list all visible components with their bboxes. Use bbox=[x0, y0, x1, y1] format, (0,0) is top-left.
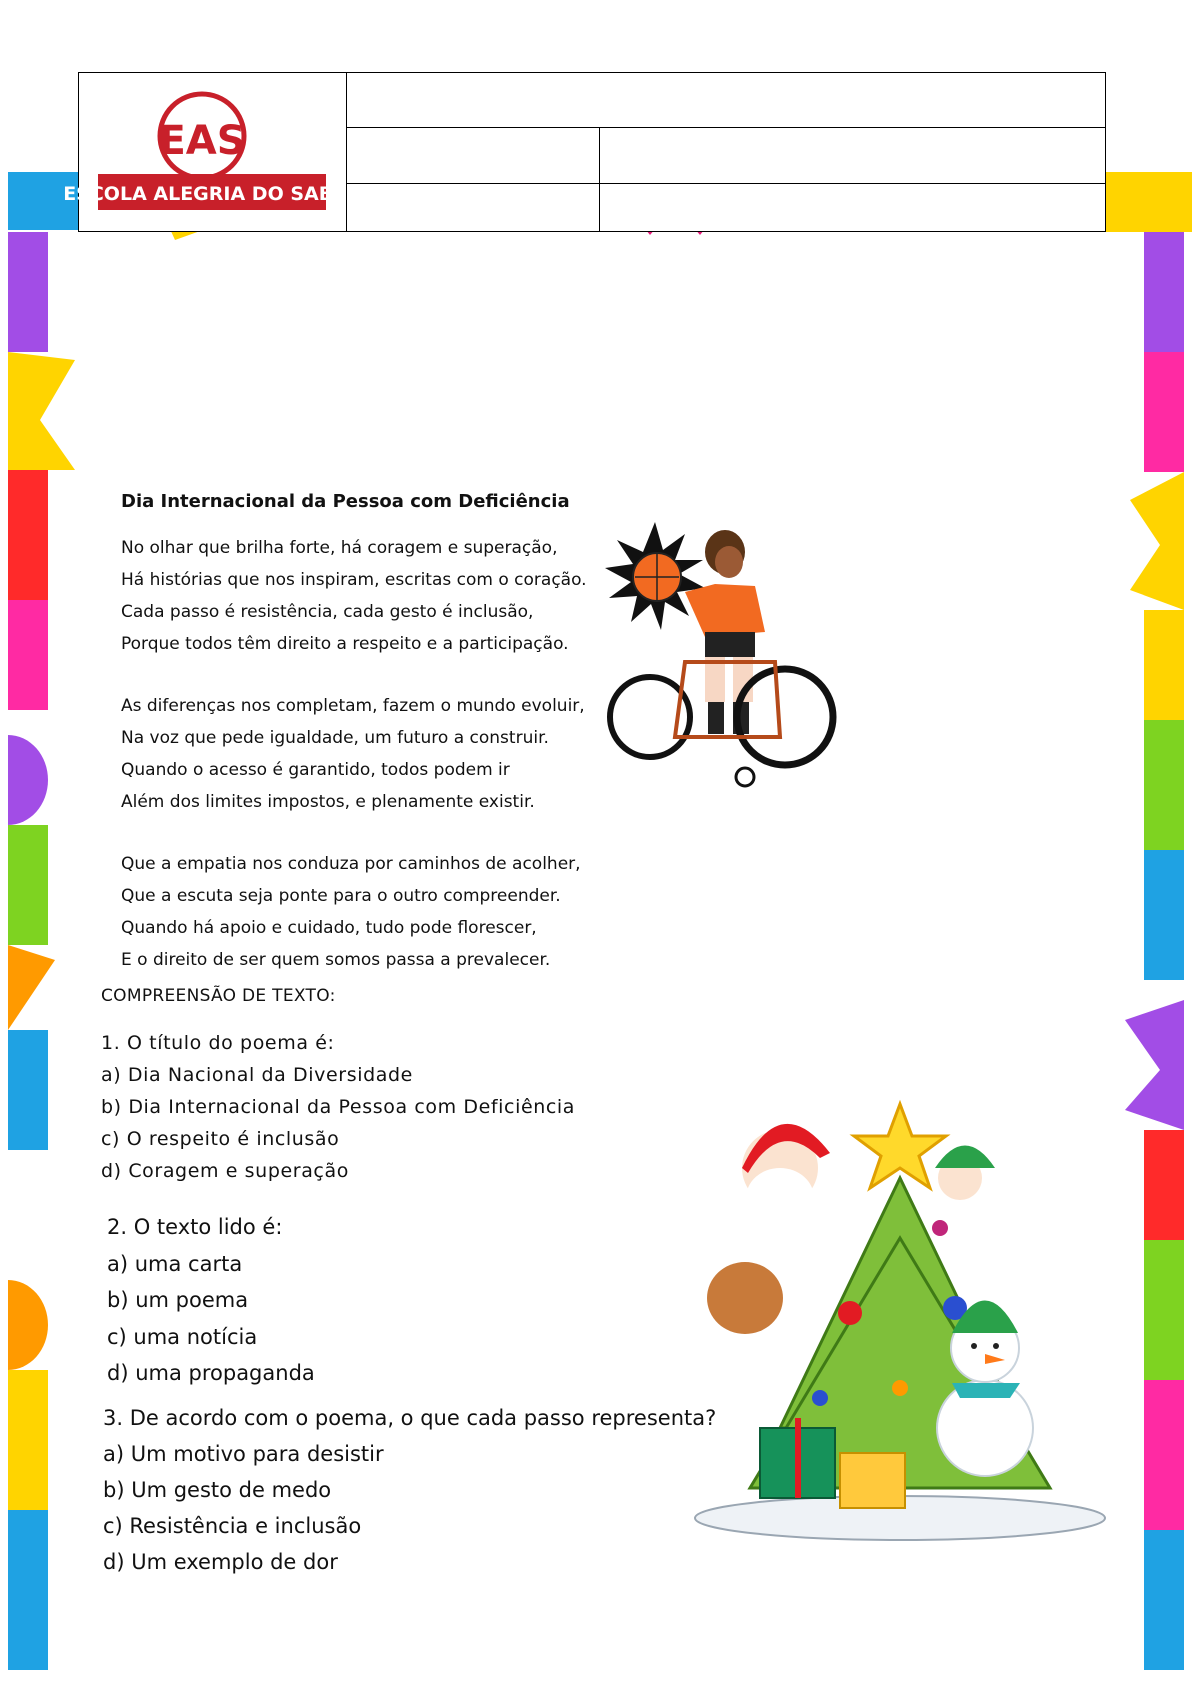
poem-stanza-2 bbox=[121, 690, 585, 818]
question-3 bbox=[103, 1400, 716, 1580]
poem-line: Quando o acesso é garantido, todos podem ir bbox=[121, 760, 510, 780]
poem-line: As diferenças nos completam, fazem o mundo evoluir, bbox=[121, 696, 585, 716]
comprehension-heading: COMPREENSÃO DE TEXTO: bbox=[101, 986, 336, 1006]
poem-line: Além dos limites impostos, e plenamente existir. bbox=[121, 792, 535, 812]
question-text: 3. De acordo com o poema, o que cada passo representa? bbox=[103, 1406, 717, 1430]
poem-line: E o direito de ser quem somos passa a prevalecer. bbox=[121, 950, 551, 970]
poem-line: Na voz que pede igualdade, um futuro a construir. bbox=[121, 728, 549, 748]
logo-initials: EAS bbox=[158, 118, 246, 164]
poem-line: Que a escuta seja ponte para o outro compreender. bbox=[121, 886, 561, 906]
answer-option[interactable]: c) Resistência e inclusão bbox=[103, 1514, 362, 1538]
answer-option[interactable]: d) Um exemplo de dor bbox=[103, 1550, 338, 1574]
poem-line: Quando há apoio e cuidado, tudo pode florescer, bbox=[121, 918, 537, 938]
answer-option[interactable]: a) uma carta bbox=[107, 1251, 243, 1276]
answer-option[interactable]: a) Dia Nacional da Diversidade bbox=[101, 1064, 413, 1086]
school-logo bbox=[63, 88, 361, 216]
answer-option[interactable]: c) uma notícia bbox=[107, 1324, 258, 1349]
answer-option[interactable]: c) O respeito é inclusão bbox=[101, 1128, 340, 1150]
question-text: 1. O título do poema é: bbox=[101, 1032, 335, 1054]
poem-title: Dia Internacional da Pessoa com Deficiência bbox=[121, 491, 570, 512]
wheelchair-basketball-illustration bbox=[605, 522, 835, 792]
answer-option[interactable]: b) Dia Internacional da Pessoa com Deficiência bbox=[101, 1096, 576, 1118]
poem-line: Cada passo é resistência, cada gesto é inclusão, bbox=[121, 602, 534, 622]
answer-option[interactable]: b) Um gesto de medo bbox=[103, 1478, 332, 1502]
answer-option[interactable]: d) uma propaganda bbox=[107, 1361, 315, 1385]
poem-line: Há histórias que nos inspiram, escritas com o coração. bbox=[121, 570, 587, 590]
poem-line: No olhar que brilha forte, há coragem e superação, bbox=[121, 538, 558, 558]
christmas-tree-illustration bbox=[690, 1098, 1110, 1543]
answer-option[interactable]: d) Coragem e superação bbox=[101, 1160, 349, 1182]
poem-stanza-3 bbox=[121, 848, 581, 976]
poem-stanza-1 bbox=[121, 532, 587, 660]
poem-line: Que a empatia nos conduza por caminhos de acolher, bbox=[121, 854, 581, 874]
logo-name: ESCOLA ALEGRIA DO SABER bbox=[63, 183, 361, 205]
poem-line: Porque todos têm direito a respeito e a participação. bbox=[121, 634, 569, 654]
answer-option[interactable]: a) Um motivo para desistir bbox=[103, 1442, 384, 1466]
question-1 bbox=[101, 1027, 575, 1187]
question-2 bbox=[107, 1209, 315, 1392]
answer-option[interactable]: b) um poema bbox=[107, 1288, 249, 1312]
question-text: 2. O texto lido é: bbox=[107, 1215, 283, 1239]
